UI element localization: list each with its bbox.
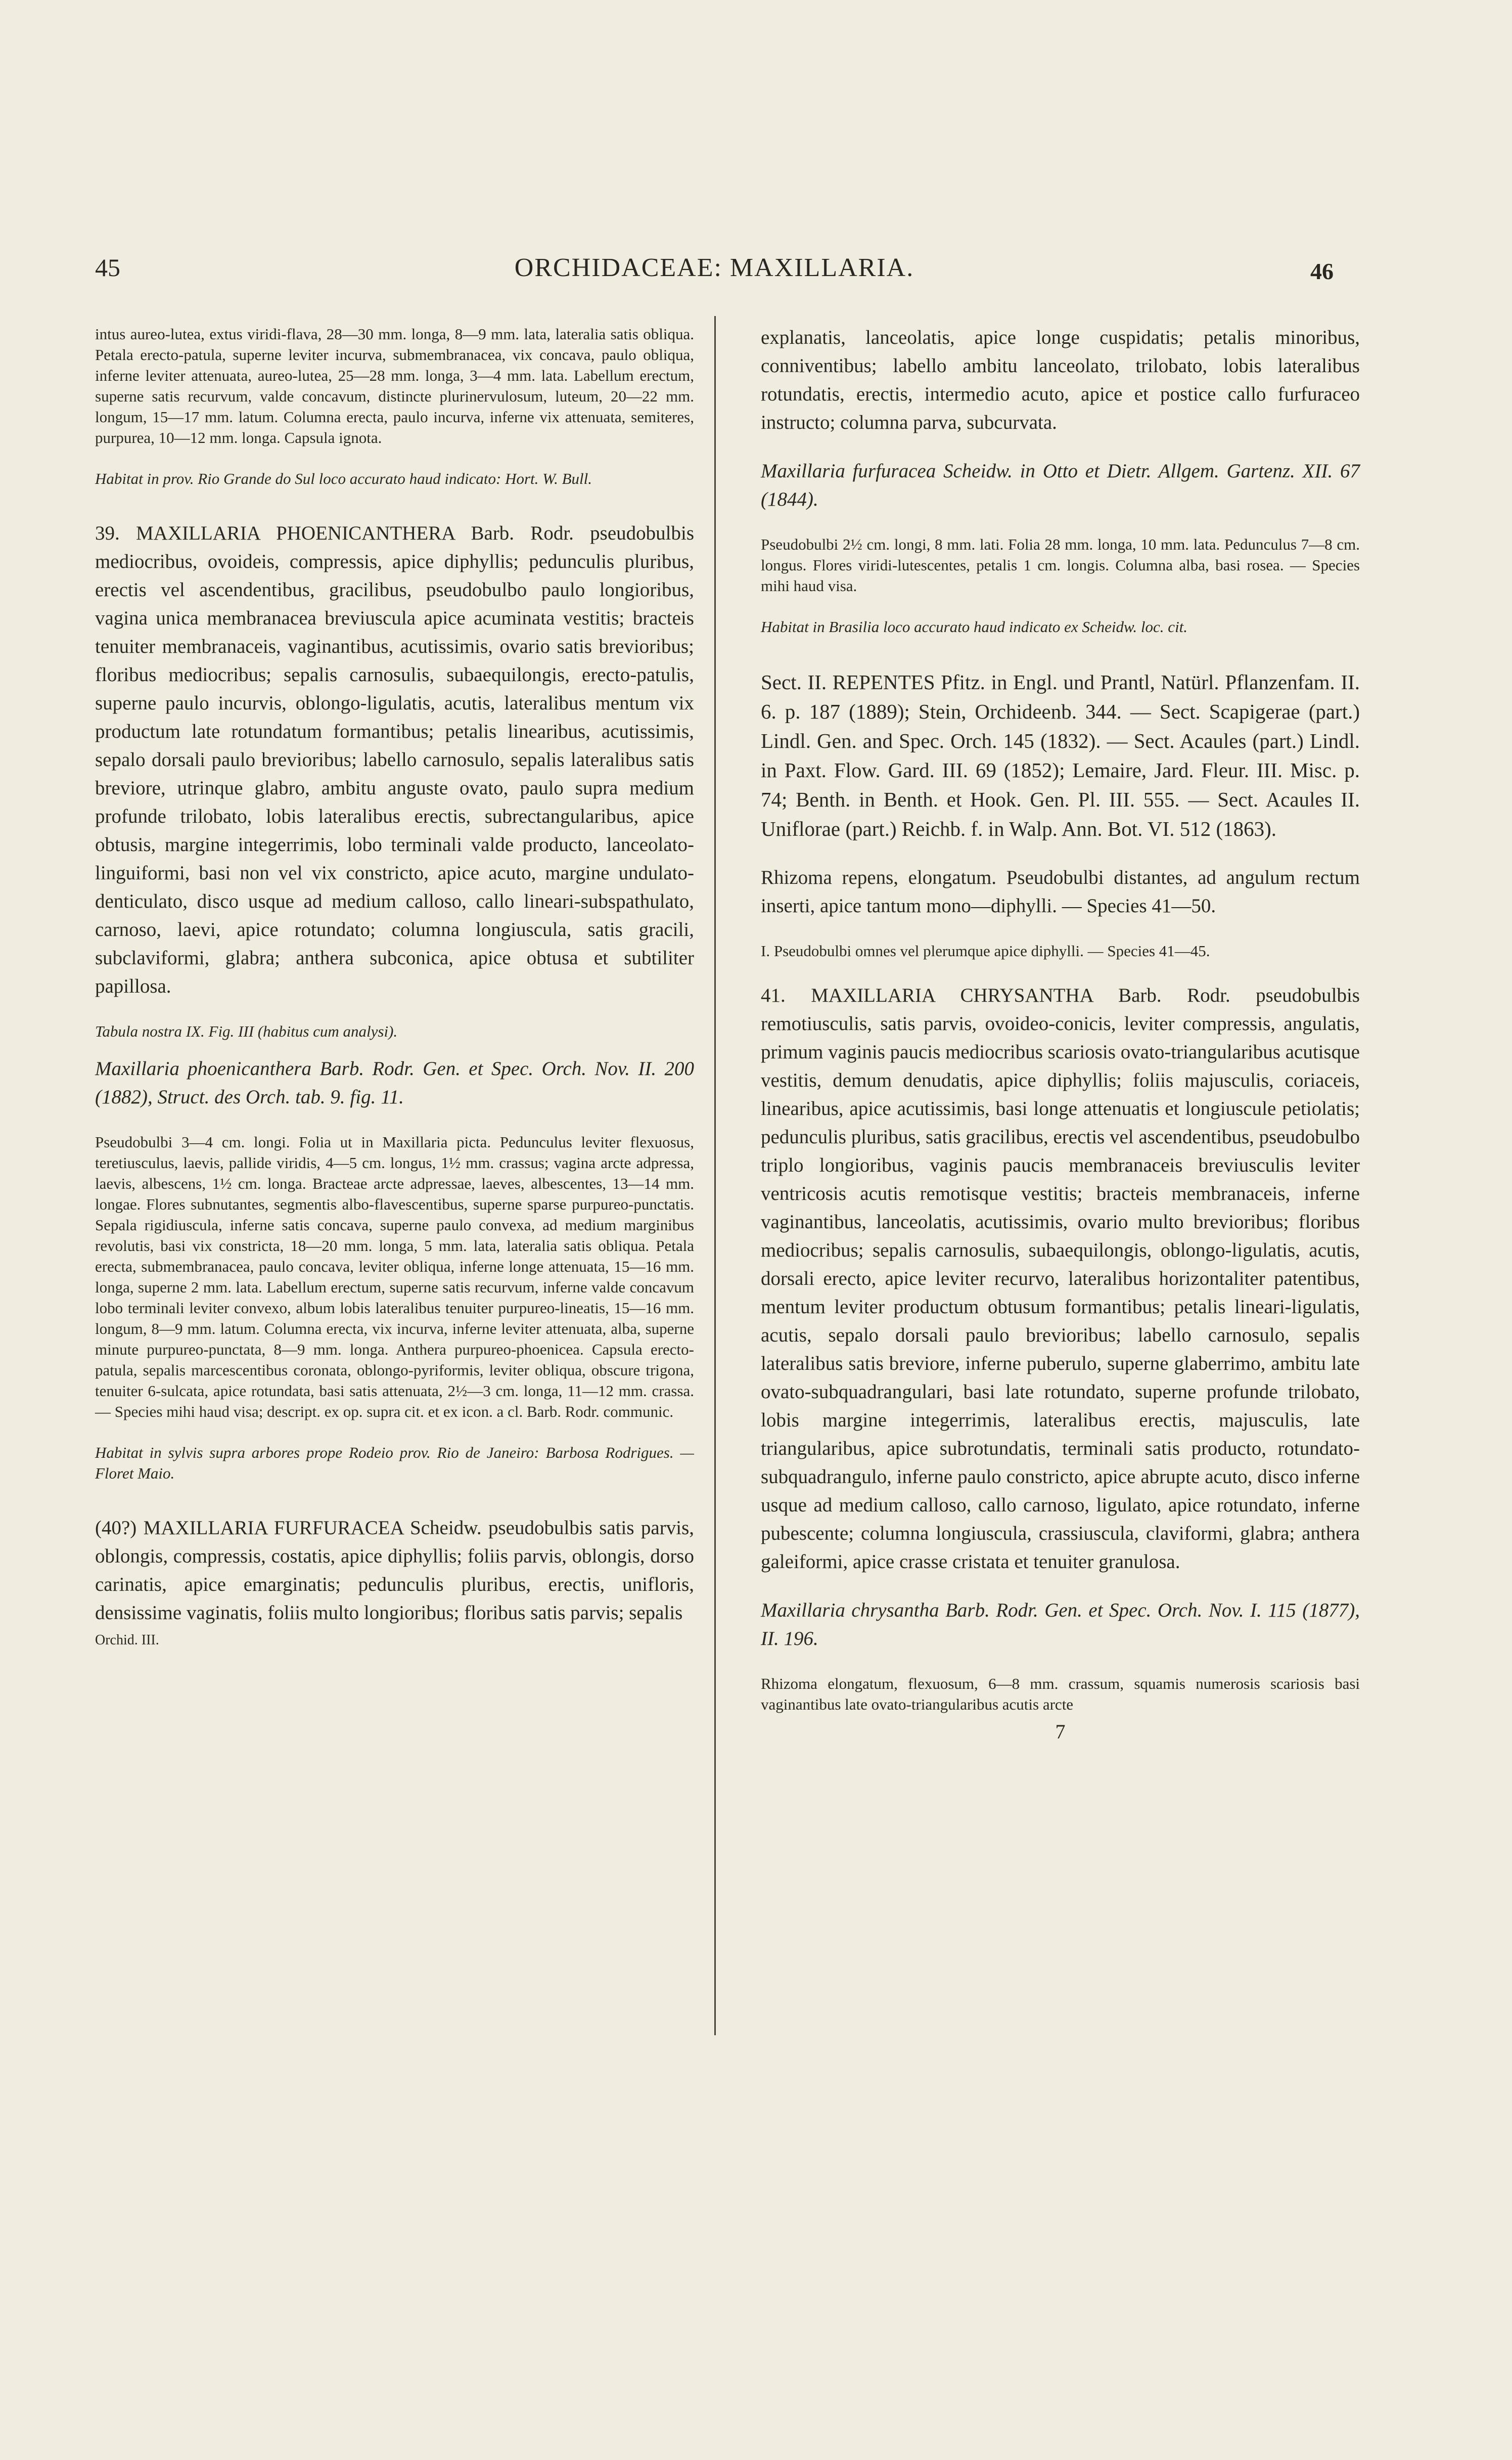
habitat-note: Habitat in prov. Rio Grande do Sul loco accurato haud indicato: Hort. W. Bull. <box>95 470 592 487</box>
species-39-diagnosis: 39. MAXILLARIA PHOENICANTHERA Barb. Rodr. pseudobulbis mediocribus, ovoideis, compressis, apice diphyllis; pedunculis pluribus, erectis vel ascendentibus, gracilibus, pseudobulbo paulo longioribus, vagina unica membranacea breviuscula apice acuminata vestitis; bracteis tenuiter membranaceis, vaginantibus, acutissimis, ovario satis brevioribus; floribus mediocribus; sepalis carnosulis, subaequilongis, erecto-patulis, superne paulo incurvis, oblongo-ligulatis, acutis, lateralibus mentum vix productum late rotundatum formantibus; petalis linearibus, acutissimis, sepalo dorsali paulo brevioribus; labello carnosulo, sepalis lateralibus satis breviore, utrinque glabro, ambitu anguste ovato, paulo supra medium profunde trilobato, lobis lateralibus erectis, subrectangularibus, apice obtusis, margine integerrimis, lobo terminali valde producto, lanceolato-linguiformi, basi non vel vix constricto, apice acuto, margine undulato-denticulato, disco usque ad medium calloso, callo lineari-subspathulato, carnoso, laevi, apice rotundato; columna longiuscula, satis gracili, subclaviformi, glabra; anthera subconica, apice obtusa et subtiliter papillosa. <box>95 522 694 997</box>
running-title: ORCHIDACEAE: MAXILLARIA. <box>514 253 914 282</box>
section-description: Rhizoma repens, elongatum. Pseudobulbi distantes, ad angulum rectum inserti, apice tantum mono—diphylli. — Species 41—50. <box>761 867 1360 917</box>
column-divider <box>714 316 716 2035</box>
plate-reference: Tabula nostra IX. Fig. III (habitus cum analysi). <box>95 1022 398 1040</box>
habitat-note: Habitat in Brasilia loco accurato haud indicato ex Scheidw. loc. cit. <box>761 618 1188 636</box>
habitat-note: Habitat in sylvis supra arbores prope Rodeio prov. Rio de Janeiro: Barbosa Rodrigues. — Floret Maio. <box>95 1444 694 1482</box>
left-column <box>95 324 694 1648</box>
species-41-reference: Maxillaria chrysantha Barb. Rodr. Gen. et Spec. Orch. Nov. I. 115 (1877), II. 196. <box>761 1599 1360 1649</box>
species-41-diagnosis: 41. MAXILLARIA CHRYSANTHA Barb. Rodr. pseudobulbis remotiusculis, satis parvis, ovoideo-conicis, leviter compressis, angulatis, primum vaginis paucis mediocribus scariosis ovato-triangularibus acutisque vestitis, demum denudatis, apice diphyllis; foliis majusculis, coriaceis, linearibus, apice acutissimis, basi longe attenuatis et longiuscule petiolatis; pedunculis pluribus, satis gracilibus, erectis vel ascendentibus, pseudobulbo triplo longioribus, vaginis paucis membranaceis breviusculis leviter ventricosis acutis remotisque vestitis; bracteis membranaceis, inferne vaginantibus, lanceolatis, acutissimis, ovario multo brevioribus; floribus mediocribus; sepalis carnosulis, subaequilongis, oblongo-ligulatis, acutis, dorsali erecto, apice leviter recurvo, lateralibus horizontaliter patentibus, mentum leviter productum obtusum formantibus; petalis lineari-ligulatis, acutis, sepalo dorsali paulo brevioribus; labello carnosulo, sepalis lateralibus satis breviore, inferne puberulo, superne glaberrimo, ambitu late ovato-subquadrangulari, basi late rotundato, superne profunde trilobato, lobis margine integerrimis, lateralibus erectis, majusculis, late triangularibus, apice subrotundatis, terminali satis producto, rotundato-subquadrangulo, inferne paulo constricto, apice abrupte acuto, disco inferne usque ad medium calloso, callo carnoso, ligulato, apice rotundato, inferne pubescente; columna longiuscula, crassiuscula, claviformi, glabra; anthera galeiformi, apice crasse cristata et tenuiter granulosa. <box>761 985 1360 1573</box>
description-continued: intus aureo-lutea, extus viridi-flava, 28—30 mm. longa, 8—9 mm. lata, lateralia satis obliqua. Petala erecto-patula, superne leviter incurva, submembranacea, vix concava, paulo obliqua, inferne leviter attenuata, aureo-lutea, 25—28 mm. longa, 3—4 mm. lata. Labellum erectum, superne satis recurvum, valde concavum, distincte plurinervulosum, luteum, 20—22 mm. longum, 15—17 mm. latum. Columna erecta, paulo incurva, inferne vix attenuata, semiteres, purpurea, 10—12 mm. longa. Capsula ignota. <box>95 325 694 446</box>
species-40-diagnosis-continued: explanatis, lanceolatis, apice longe cuspidatis; petalis minoribus, conniventibus; labello ambitu lanceolato, trilobato, lobis lateralibus rotundatis, erectis, intermedio acuto, apice et postice callo furfuraceo instructo; columna parva, subcurvata. <box>761 327 1360 433</box>
species-40-reference: Maxillaria furfuracea Scheidw. in Otto et Dietr. Allgem. Gartenz. XII. 67 (1844). <box>761 460 1360 510</box>
species-39-description: Pseudobulbi 3—4 cm. longi. Folia ut in Maxillaria picta. Pedunculus leviter flexuosus, teretiusculus, laevis, pallide viridis, 4—5 cm. longus, 1½ mm. crassus; vagina arcte adpressa, laevis, albescens, 1½ cm. longa. Bracteae arcte adpressae, laeves, albescentes, 13—14 mm. longae. Flores subnutantes, segmentis albo-flavescentibus, superne sparse purpureo-punctatis. Sepala rigidiuscula, inferne satis concava, superne paulo convexa, ad medium marginibus revolutis, basi vix constricta, 18—20 mm. longa, 5 mm. lata, lateralia satis obliqua. Petala erecta, submembranacea, paulo concava, leviter obliqua, inferne longe attenuata, 15—16 mm. longa, superne 2 mm. lata. Labellum erectum, superne satis recurvum, inferne valde concavum lobo terminali leviter convexo, album lobis lateralibus tenuiter purpureo-lineatis, 15—16 mm. longum, 8—9 mm. latum. Columna erecta, vix incurva, inferne leviter attenuata, alba, superne minute purpureo-punctata, 8—9 mm. longa. Anthera purpureo-phoenicea. Capsula erecto-patula, sepalis marcescentibus coronata, oblongo-pyriformis, leviter obliqua, obscure trigona, tenuiter 6-sulcata, apice rotundata, basi satis attenuata, 2½—3 cm. longa, 11—12 mm. crassa. — Species mihi haud visa; descript. ex op. supra cit. et ex icon. a cl. Barb. Rodr. communic. <box>95 1133 694 1420</box>
section-heading: Sect. II. REPENTES Pfitz. in Engl. und Prantl, Natürl. Pflanzenfam. II. 6. p. 187 (1889); Stein, Orchideenb. 344. — Sect. Scapigerae (part.) Lindl. Gen. and Spec. Orch. 145 (1832). — Sect. Acaules (part.) Lindl. in Paxt. Flow. Gard. III. 69 (1852); Lemaire, Jard. Fleur. III. Misc. p. 74; Benth. in Benth. et Hook. Gen. Pl. III. 555. — Sect. Acaules II. Uniflorae (part.) Reichb. f. in Walp. Ann. Bot. VI. 512 (1863). <box>761 670 1360 840</box>
species-40-description: Pseudobulbi 2½ cm. longi, 8 mm. lati. Folia 28 mm. longa, 10 mm. lata. Pedunculus 7—8 cm. longus. Flores viridi-lutescentes, petalis 1 cm. longis. Columna alba, basi rosea. — Species mihi haud visa. <box>761 535 1360 595</box>
species-39-reference: Maxillaria phoenicanthera Barb. Rodr. Gen. et Spec. Orch. Nov. II. 200 (1882), Struct. des Orch. tab. 9. fig. 11. <box>95 1058 694 1108</box>
page-number-left: 45 <box>95 253 120 282</box>
right-column <box>761 324 1360 1743</box>
species-40-diagnosis: (40?) MAXILLARIA FURFURACEA Scheidw. pseudobulbis satis parvis, oblongis, compressis, costatis, apice diphyllis; foliis parvis, oblongis, dorso carinatis, apice emarginatis; pedunculis pluribus, erectis, unifloris, densissime vaginatis, foliis multo longioribus; floribus satis parvis; sepalis <box>95 1517 694 1624</box>
species-41-description: Rhizoma elongatum, flexuosum, 6—8 mm. crassum, squamis numerosis scariosis basi vaginantibus late ovato-triangularibus acutis arcte <box>761 1675 1360 1713</box>
key-line: I. Pseudobulbi omnes vel plerumque apice diphylli. — Species 41—45. <box>761 942 1210 960</box>
sheet-footer: Orchid. III. <box>95 1632 159 1648</box>
signature-mark: 7 <box>1055 1720 1066 1743</box>
page-header <box>95 253 1334 293</box>
page-number-right: 46 <box>1310 258 1334 284</box>
